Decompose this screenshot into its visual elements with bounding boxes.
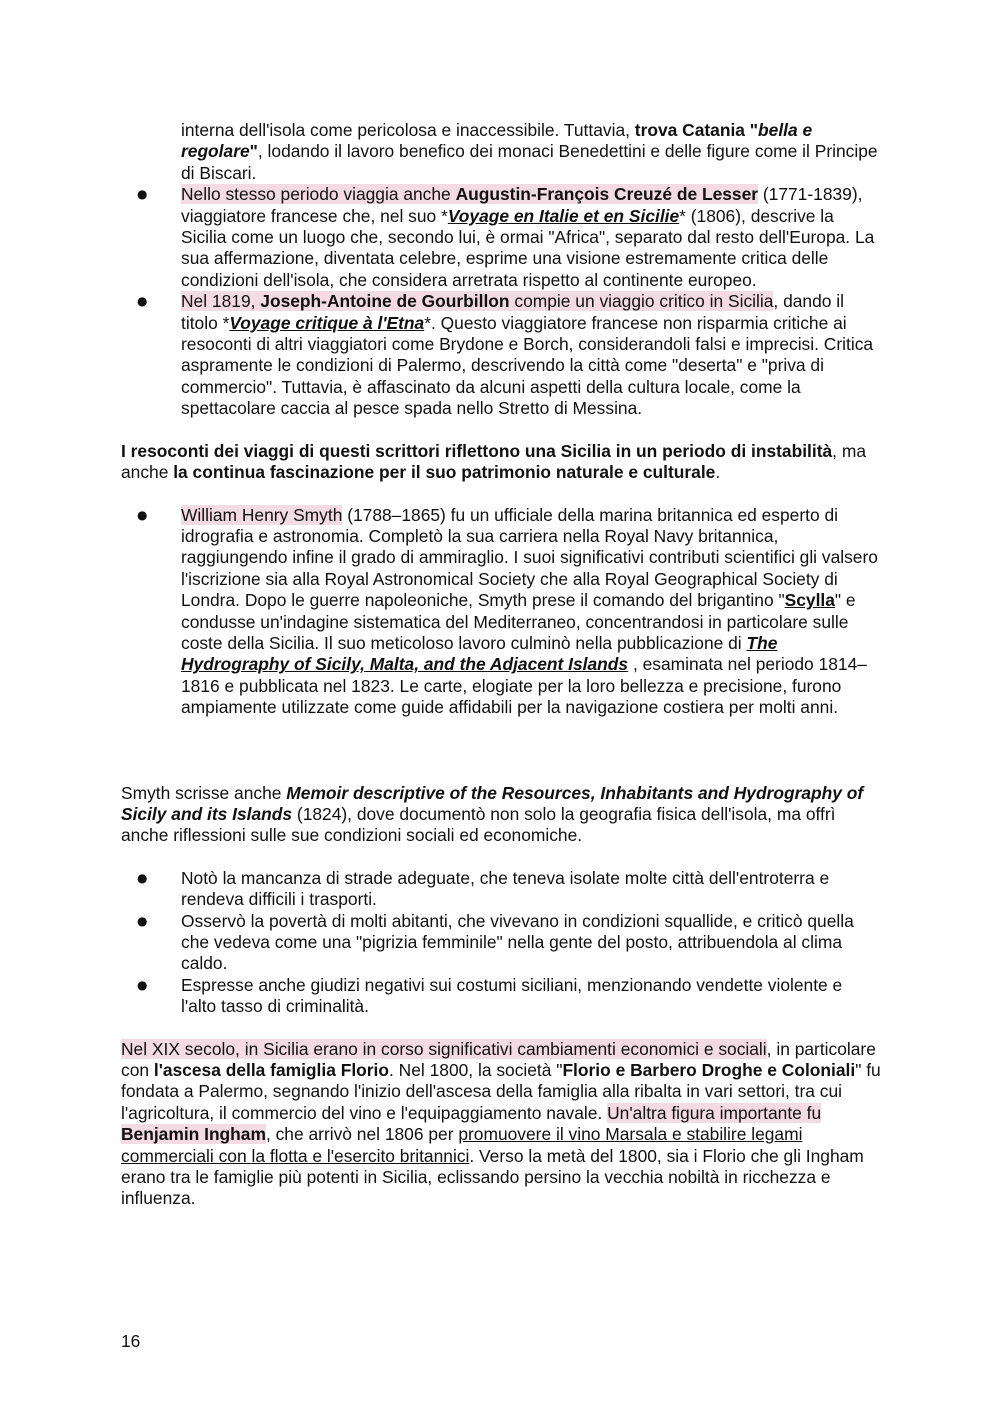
book-title: The Hydrography of Sicily, Malta, and the Adjacent Islands bbox=[181, 632, 778, 675]
list-item bbox=[121, 291, 881, 419]
final-bold: l'ascesa della famiglia Florio bbox=[153, 1060, 390, 1081]
observations-list bbox=[121, 868, 881, 1018]
memoir-text: (1824), dove documentò non solo la geografia fisica dell'isola, ma offrì anche riflessioni sulle sue condizioni sociali ed economiche. bbox=[121, 803, 836, 846]
smyth-list bbox=[121, 505, 881, 719]
list-item-text: (1771-1839), viaggiatore francese che, nel suo * bbox=[181, 184, 863, 226]
intro-paragraph bbox=[121, 120, 881, 184]
intro-bold-italic: bella e regolare bbox=[181, 120, 813, 162]
list-item-text: " e condusse un'indagine sistematica del Mediterraneo, concentrandosi in particolare sulle coste della Sicilia. Il suo meticoloso lavoro culminò nella pubblicazione di bbox=[181, 590, 856, 653]
person-name: Benjamin Ingham bbox=[121, 1124, 266, 1145]
list-item-text: , esaminata nel periodo 1814–1816 e pubblicata nel 1823. Le carte, elogiate per la loro bellezza e precisione, furono ampiamente utilizzate come guide affidabili per la navigazione costiera per molti anni. bbox=[181, 654, 867, 718]
author-name: Joseph-Antoine de Gourbillon bbox=[260, 291, 510, 312]
summary-paragraph bbox=[121, 441, 881, 484]
intro-text-end: , lodando il lavoro benefico dei monaci Benedettini e delle figure come il Principe di Biscari. bbox=[181, 141, 878, 183]
intro-bold-quote: " bbox=[249, 141, 258, 162]
summary-bold: I resoconti dei viaggi di questi scrittori riflettono una Sicilia in un periodo di instabilità bbox=[121, 440, 833, 461]
list-item bbox=[121, 184, 881, 291]
company-name: Florio e Barbero Droghe e Coloniali bbox=[562, 1060, 856, 1081]
page-number: 16 bbox=[121, 1331, 141, 1351]
memoir-text: Smyth scrisse anche bbox=[121, 782, 287, 803]
underlined-text: promuovere il vino Marsala e stabilire legami commerciali con la flotta e l'esercito britannici bbox=[121, 1124, 803, 1166]
final-text: . Verso la metà del 1800, sia i Florio che gli Ingham erano tra le famiglie più potenti in Sicilia, eclissando persino la vecchia nobiltà in ricchezza e influenza. bbox=[121, 1145, 864, 1209]
book-title: Voyage critique à l'Etna bbox=[229, 312, 425, 333]
list-item: ● Espresse anche giudizi negativi sui costumi siciliani, menzionando vendette violente e l'alto tasso di criminalità. bbox=[121, 975, 881, 1018]
final-text: . Nel 1800, la società " bbox=[389, 1060, 563, 1081]
list-item-text: (1788–1865) fu un ufficiale della marina britannica ed esperto di idrografia e astronomia. Completò la sua carriera nella Royal Navy britannica, raggiungendo infine il grado di ammiraglio. I suoi significativi contributi scientifici gli valsero l'iscrizione sia alla Royal Astronomical Society che alla Royal Geographical Society di Londra. Dopo le guerre napoleoniche, Smyth prese il comando del brigantino " bbox=[181, 504, 878, 611]
list-item-text: *. Questo viaggiatore francese non risparmia critiche ai resoconti di altri viaggiatori come Brydone e Borch, considerandoli falsi e imprecisi. Critica aspramente le condizioni di Palermo, descrivendo la città come "deserta" e "priva di commercio". Tuttavia, è affascinato da alcuni aspetti della cultura locale, come la spettacolare caccia al pesce spada nello Stretto di Messina. bbox=[181, 312, 874, 419]
highlight-text: compie un viaggio critico in Sicilia bbox=[509, 291, 774, 312]
highlight-text: Nel XIX secolo, in Sicilia erano in corso significativi cambiamenti economici e sociali bbox=[121, 1038, 767, 1059]
intro-bold: trova Catania " bbox=[634, 120, 759, 140]
final-paragraph bbox=[121, 1039, 881, 1210]
memoir-title: Memoir descriptive of the Resources, Inhabitants and Hydrography of Sicily and its Islands bbox=[121, 782, 864, 824]
page-content bbox=[121, 120, 881, 1210]
author-name: William Henry Smyth bbox=[181, 504, 343, 525]
summary-text: , ma anche bbox=[121, 440, 866, 483]
ship-name: Scylla bbox=[784, 590, 835, 611]
highlight-text: Un'altra figura importante fu bbox=[607, 1102, 822, 1123]
author-name: Augustin-François Creuzé de Lesser bbox=[455, 184, 759, 205]
summary-text: . bbox=[715, 462, 721, 483]
list-item-text: , dando il titolo * bbox=[181, 291, 845, 333]
list-item-text: * (1806), descrive la Sicilia come un luogo che, secondo lui, è ormai "Africa", separato dal resto dell'Europa. La sua affermazione, diventata celebre, esprime una visione estremamente critica delle condizioni dell'isola, che considera arretrata rispetto al continente europeo. bbox=[181, 205, 875, 290]
highlight-text: Nello stesso periodo viaggia anche bbox=[181, 184, 456, 205]
list-item: ● Notò la mancanza di strade adeguate, che teneva isolate molte città dell'entroterra e rendeva difficili i trasporti. bbox=[121, 868, 881, 911]
book-title: Voyage en Italie et en Sicilie bbox=[447, 205, 680, 226]
summary-bold: la continua fascinazione per il suo patrimonio naturale e culturale bbox=[173, 462, 716, 483]
travelers-list bbox=[121, 184, 881, 419]
final-text: , che arrivò nel 1806 per bbox=[265, 1124, 459, 1145]
memoir-paragraph bbox=[121, 783, 881, 847]
list-item bbox=[121, 505, 881, 719]
intro-text: interna dell'isola come pericolosa e inaccessibile. Tuttavia, bbox=[181, 120, 635, 140]
final-text: , in particolare con bbox=[121, 1038, 876, 1081]
final-text: " fu fondata a Palermo, segnando l'inizio dell'ascesa della famiglia alla ribalta in vari settori, tra cui l'agricoltura, il commercio del vino e l'equipaggiamento navale. bbox=[121, 1060, 881, 1123]
highlight-text: Nel 1819, bbox=[181, 291, 261, 312]
list-item: ● Osservò la povertà di molti abitanti, che vivevano in condizioni squallide, e criticò quella che vedeva come una "pigrizia femminile" nella gente del posto, attribuendola al clima caldo. bbox=[121, 911, 881, 975]
